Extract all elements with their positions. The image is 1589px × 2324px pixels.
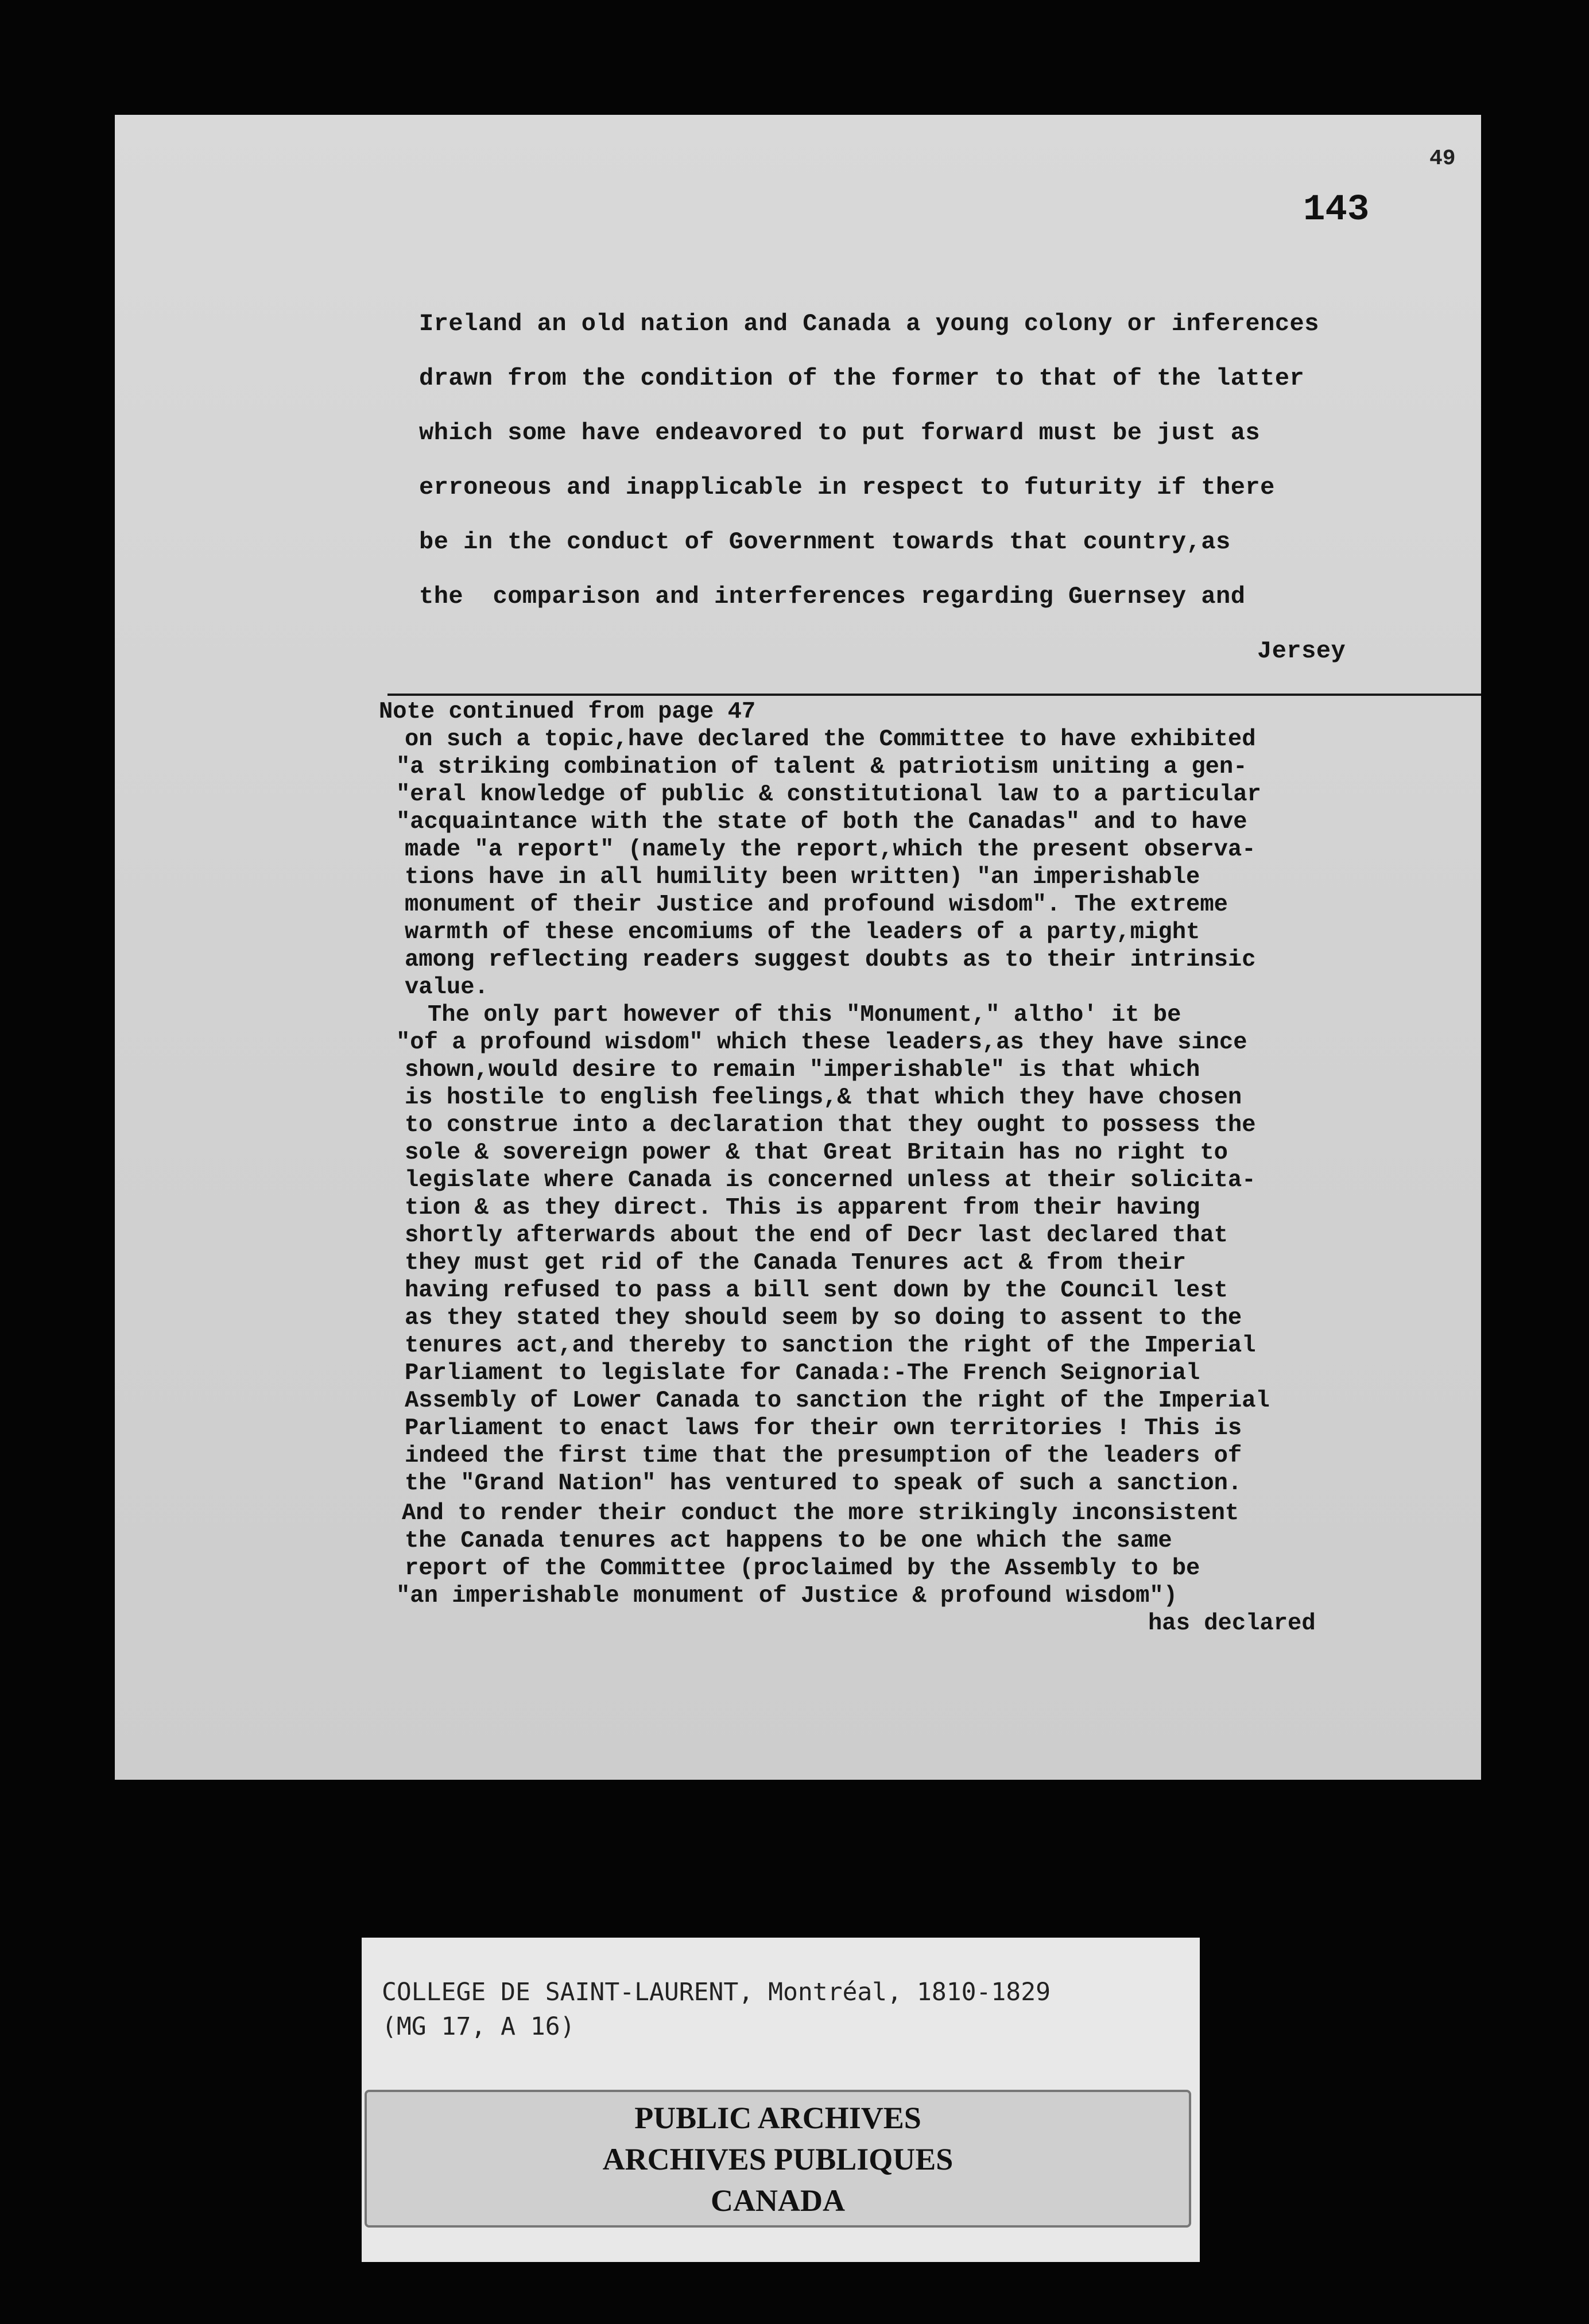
note-line: shortly afterwards about the end of Decr last declared that <box>405 1222 1228 1249</box>
archives-stamp <box>365 2090 1191 2228</box>
note-line: the "Grand Nation" has ventured to speak of such a sanction. <box>405 1470 1242 1497</box>
note-line: Parliament to enact laws for their own territories ! This is <box>405 1415 1242 1442</box>
note-line: "eral knowledge of public & constitutional law to a particular <box>396 781 1261 808</box>
note-line: Assembly of Lower Canada to sanction the right of the Imperial <box>405 1388 1270 1414</box>
collection-title: COLLEGE DE SAINT-LAURENT, Montréal, 1810-1829 <box>382 1978 1051 2007</box>
stamp-line: CANADA <box>711 2183 845 2218</box>
note-line: report of the Committee (proclaimed by the Assembly to be <box>405 1555 1200 1582</box>
note-line: The only part however of this "Monument," altho' it be <box>428 1002 1181 1028</box>
note-line: "of a profound wisdom" which these leaders,as they have since <box>396 1029 1247 1056</box>
main-line: the comparison and interferences regarding Guernsey and <box>419 583 1246 610</box>
main-line: drawn from the condition of the former to that of the latter <box>419 365 1305 392</box>
note-line: tions have in all humility been written) "an imperishable <box>405 864 1200 890</box>
note-line: tion & as they direct. This is apparent from their having <box>405 1195 1200 1221</box>
collection-reference: (MG 17, A 16) <box>382 2012 575 2041</box>
note-line: as they stated they should seem by so doing to assent to the <box>405 1305 1242 1331</box>
catchword: Jersey <box>1257 637 1346 665</box>
note-line: to construe into a declaration that they ought to possess the <box>405 1112 1256 1138</box>
folio-number: 49 <box>1429 146 1456 171</box>
note-line: made "a report" (namely the report,which the present observa- <box>405 836 1256 863</box>
note-line: Parliament to legislate for Canada:-The French Seignorial <box>405 1360 1200 1386</box>
note-line: legislate where Canada is concerned unless at their solicita- <box>405 1167 1256 1194</box>
note-line: on such a topic,have declared the Committee to have exhibited <box>405 726 1256 753</box>
note-line: warmth of these encomiums of the leaders of a party,might <box>405 919 1200 946</box>
document-page <box>115 115 1481 1780</box>
stamp-line: ARCHIVES PUBLIQUES <box>602 2142 954 2176</box>
note-line: "a striking combination of talent & patriotism uniting a gen- <box>396 754 1247 780</box>
note-catchword: has declared <box>1148 1610 1316 1637</box>
page-number: 143 <box>1303 189 1370 231</box>
main-line: which some have endeavored to put forward must be just as <box>419 419 1261 447</box>
note-line: And to render their conduct the more strikingly inconsistent <box>402 1500 1239 1527</box>
note-line: shown,would desire to remain "imperishable" is that which <box>405 1057 1200 1083</box>
note-line: value. <box>405 974 489 1001</box>
stamp-line: PUBLIC ARCHIVES <box>634 2101 921 2135</box>
note-line: "acquaintance with the state of both the Canadas" and to have <box>396 809 1247 835</box>
note-line: tenures act,and thereby to sanction the right of the Imperial <box>405 1333 1256 1359</box>
divider-rule <box>387 694 1481 696</box>
note-line: among reflecting readers suggest doubts as to their intrinsic <box>405 947 1256 973</box>
note-line: sole & sovereign power & that Great Britain has no right to <box>405 1140 1228 1166</box>
note-line: is hostile to english feelings,& that which they have chosen <box>405 1084 1242 1111</box>
main-line: be in the conduct of Government towards that country,as <box>419 528 1231 556</box>
note-line: Note continued from page 47 <box>379 699 756 725</box>
note-line: monument of their Justice and profound wisdom". The extreme <box>405 892 1228 918</box>
archive-label <box>362 1938 1200 2262</box>
note-line: "an imperishable monument of Justice & profound wisdom") <box>396 1583 1178 1609</box>
note-line: they must get rid of the Canada Tenures act & from their <box>405 1250 1187 1276</box>
note-line: indeed the first time that the presumption of the leaders of <box>405 1443 1242 1469</box>
main-line: Ireland an old nation and Canada a young colony or inferences <box>419 310 1319 338</box>
main-line: erroneous and inapplicable in respect to futurity if there <box>419 474 1275 501</box>
note-line: having refused to pass a bill sent down by the Council lest <box>405 1277 1228 1304</box>
note-line: the Canada tenures act happens to be one which the same <box>405 1528 1172 1554</box>
